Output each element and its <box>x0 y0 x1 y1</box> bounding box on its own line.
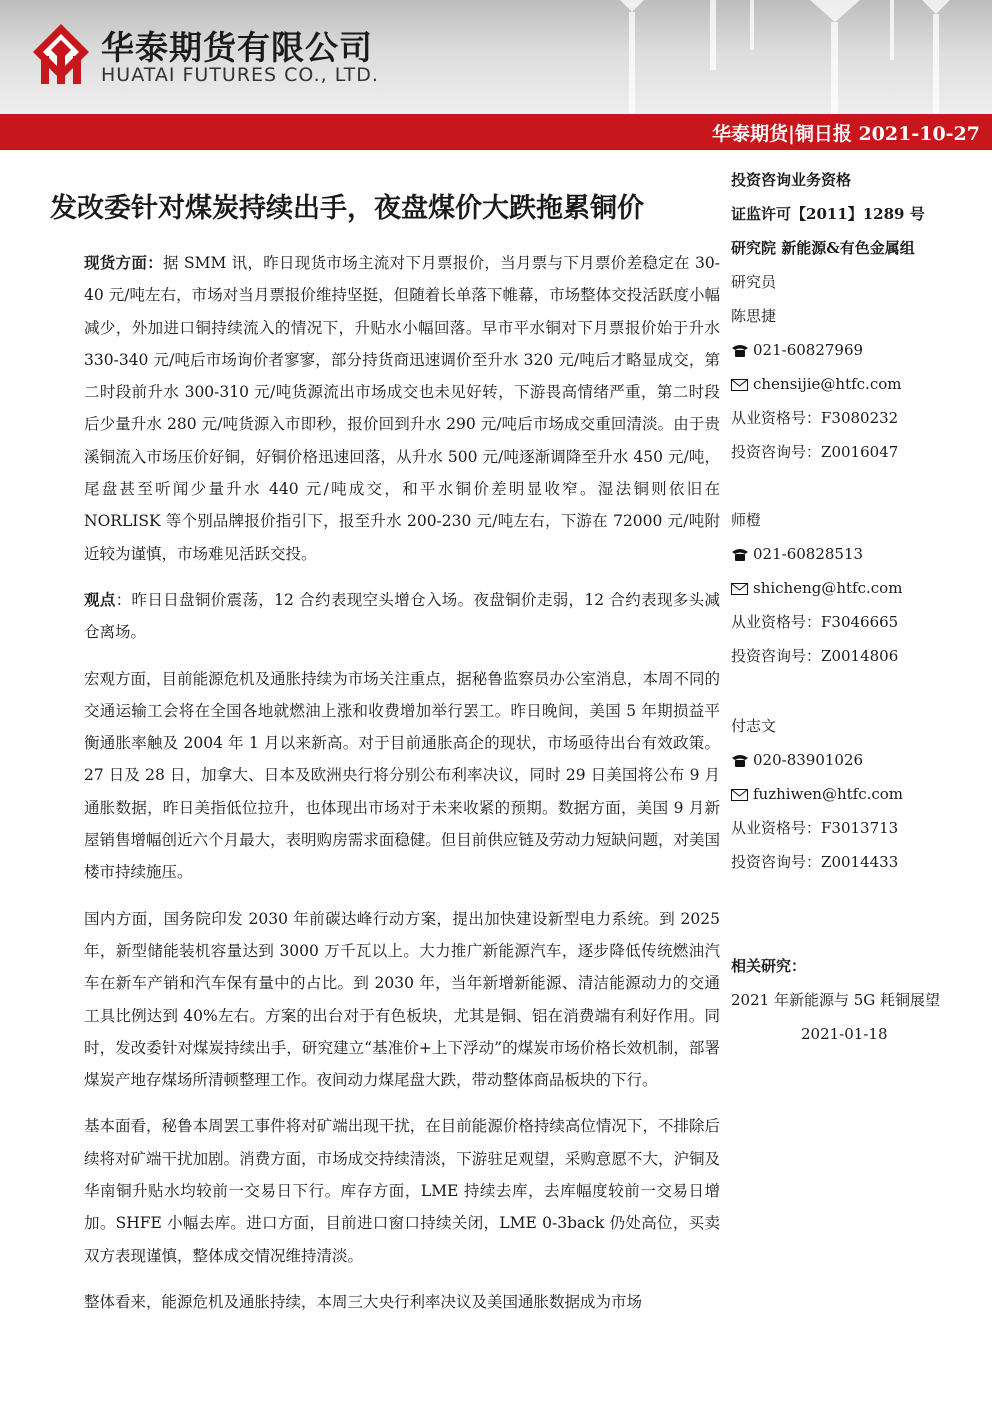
phone-icon <box>731 344 753 358</box>
analyst-name: 师橙 <box>731 511 762 529</box>
analyst-email[interactable]: shicheng@htfc.com <box>731 574 981 608</box>
paragraph-summary <box>84 1286 720 1318</box>
role-label: 研究员 <box>731 273 777 291</box>
paragraph-text: 宏观方面，目前能源危机及通胀持续为市场关注重点，据秘鲁监察员办公室消息，本周不同的交通运输工会将在全国各地就燃油上涨和收费增加举行罢工。昨日晚间，美国 5 年期损益平衡通胀率触及 2004 年 1 月以来新高。对于目前通胀高企的现状，市场亟待出台有效政策。27 日及 28 日，加拿大、日本及欧洲央行将分别公布利率决议，同时 29 日美国将公布 9 月通胀数据，昨日美指低位拉升，也体现出市场对于未来收紧的预期。数据方面，美国 9 月新屋销售增幅创近六个月最大，表明购房需求面稳健。但目前供应链及劳动力短缺问题，对美国楼市持续施压。 <box>84 669 720 882</box>
huatai-logo-icon <box>31 22 91 86</box>
page-header <box>0 0 992 114</box>
paragraph-text: 国内方面，国务院印发 2030 年前碳达峰行动方案，提出加快建设新型电力系统。到 2025 年，新型储能装机容量达到 3000 万千瓦以上。大力推广新能源汽车，逐步降低传统燃油汽车在新车产销和汽车保有量中的占比。到 2030 年，当年新增新能源、清洁能源动力的交通工具比例达到 40%左右。方案的出台对于有色板块，尤其是铜、铝在消费端有利好作用。同时，发改委针对煤炭持续出手，研究建立“基准价+上下浮动”的煤炭市场价格长效机制，部署煤炭产地存煤场所清顿整理工作。夜间动力煤尾盘大跌，带动整体商品板块的下行。 <box>84 909 720 1090</box>
decorative-pattern-icon <box>590 0 992 114</box>
analyst-cert-2: 投资咨询号：Z0014433 <box>731 853 899 871</box>
paragraph-lead: 观点 <box>84 589 116 609</box>
company-name-cn: 华泰期货有限公司 <box>101 28 373 67</box>
phone-icon <box>731 754 753 768</box>
analyst-cert-1: 从业资格号：F3013713 <box>731 819 899 837</box>
analyst-name: 付志文 <box>731 717 777 735</box>
paragraph-lead: 现货方面： <box>84 253 163 272</box>
analyst-cert-1: 从业资格号：F3046665 <box>731 613 899 631</box>
department: 研究院 新能源&有色金属组 <box>731 239 915 257</box>
report-title: 发改委针对煤炭持续出手，夜盘煤价大跌拖累铜价 <box>50 193 644 224</box>
paragraph-text: 据 SMM 讯，昨日现货市场主流对下月票报价，当月票与下月票价差稳定在 30-40 元/吨左右，市场对当月票报价维持坚挺，但随着长单落下帷幕，市场整体交投活跃度小幅减少，外加进口铜持续流入的情况下，升贴水小幅回落。早市平水铜对下月票报价始于升水 330-340 元/吨后市场询价者寥寥，部分持货商迅速调价至升水 320 元/吨后才略显成交，第二时段前升水 300-310 元/吨货源流出市场成交也未见好转，下游畏高情绪严重，第二时段后少量升水 280 元/吨货源入市即秒，报价回到升水 290 元/吨后市场成交重回清淡。由于贵溪铜流入市场压价好铜，好铜价格迅速回落，从升水 500 元/吨逐渐调降至升水 450 元/吨，尾盘甚至听闻少量升水 440 元/吨成交，和平水铜价差明显收窄。湿法铜则依旧在 NORLISK 等个别品牌报价指引下，报至升水 200-230 元/吨左右，下游在 72000 元/吨附近较为谨慎，市场难见活跃交投。 <box>84 254 720 563</box>
paragraph-spot <box>84 247 720 570</box>
paragraph-text: 整体看来，能源危机及通胀持续，本周三大央行利率决议及美国通胀数据成为市场 <box>84 1292 643 1311</box>
related-research-item[interactable]: 2021 年新能源与 5G 耗铜展望 <box>731 991 941 1009</box>
report-banner <box>0 114 992 150</box>
phone-icon <box>731 548 753 562</box>
analyst-phone: 021-60828513 <box>731 540 981 574</box>
analyst-email[interactable]: fuzhiwen@htfc.com <box>731 780 981 814</box>
report-body <box>84 247 720 1332</box>
paragraph-macro <box>84 663 720 889</box>
paragraph-text: ：昨日日盘铜价震荡，12 合约表现空头增仓入场。夜盘铜价走弱，12 合约表现多头减仓离场。 <box>84 590 720 642</box>
analyst-email[interactable]: chensijie@htfc.com <box>731 370 981 404</box>
paragraph-fundamentals <box>84 1110 720 1271</box>
email-icon <box>731 583 753 595</box>
report-banner-text: 华泰期货|铜日报 2021-10-27 <box>711 123 980 145</box>
analyst-cert-1: 从业资格号：F3080232 <box>731 409 899 427</box>
analyst-name: 陈思捷 <box>731 307 777 325</box>
analyst-cert-2: 投资咨询号：Z0014806 <box>731 647 899 665</box>
paragraph-domestic <box>84 903 720 1097</box>
related-research-date: 2021-01-18 <box>801 1025 888 1043</box>
sidebar <box>731 166 981 1054</box>
email-icon <box>731 379 753 391</box>
qualification-title: 投资咨询业务资格 <box>731 171 852 189</box>
company-name-en: HUATAI FUTURES CO., LTD. <box>101 64 379 86</box>
analyst-phone: 021-60827969 <box>731 336 981 370</box>
paragraph-text: 基本面看，秘鲁本周罢工事件将对矿端出现干扰，在目前能源价格持续高位情况下，不排除后续将对矿端干扰加剧。消费方面，市场成交持续清淡，下游驻足观望，采购意愿不大，沪铜及华南铜升贴水均较前一交易日下行。库存方面，LME 持续去库，去库幅度较前一交易日增加。SHFE 小幅去库。进口方面，目前进口窗口持续关闭，LME 0-3back 仍处高位，买卖双方表现谨慎，整体成交情况维持清淡。 <box>84 1117 720 1265</box>
email-icon <box>731 789 753 801</box>
license-number: 证监许可【2011】1289 号 <box>731 205 925 223</box>
related-research-title: 相关研究： <box>731 957 807 975</box>
paragraph-view <box>84 584 720 649</box>
analyst-cert-2: 投资咨询号：Z0016047 <box>731 443 899 461</box>
analyst-phone: 020-83901026 <box>731 746 981 780</box>
